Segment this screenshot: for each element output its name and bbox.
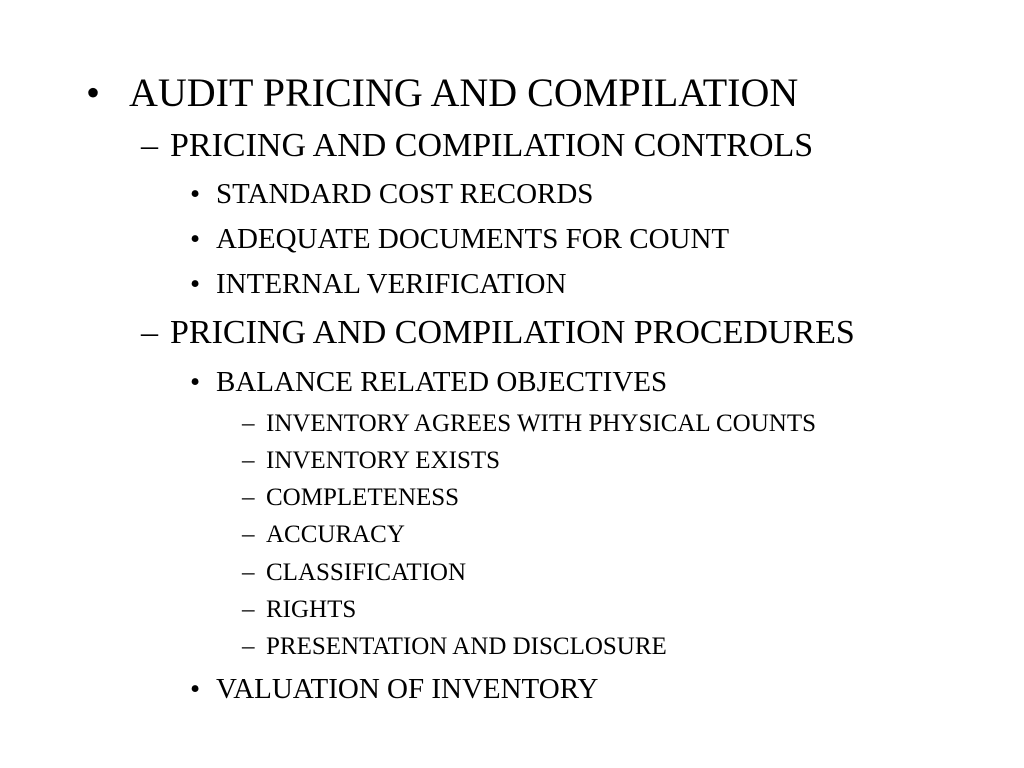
section-controls-title: PRICING AND COMPILATION CONTROLS <box>170 127 814 164</box>
sub-item-presentation-disclosure: PRESENTATION AND DISCLOSURE <box>266 633 667 660</box>
list-item-adequate-documents: ADEQUATE DOCUMENTS FOR COUNT <box>216 223 730 255</box>
list-item-bullet: • <box>190 366 201 398</box>
section-procedures-dash <box>141 316 158 350</box>
dash-marker: – <box>141 127 158 164</box>
sub-item-accuracy: ACCURACY <box>266 521 405 548</box>
sub-item-dash: – <box>242 633 255 660</box>
list-item-valuation-of-inventory: VALUATION OF INVENTORY <box>216 673 599 705</box>
list-item-standard-cost-records: STANDARD COST RECORDS <box>216 178 594 210</box>
list-item-internal-verification: INTERNAL VERIFICATION <box>216 268 567 300</box>
list-item-bullet: • <box>190 673 201 705</box>
sub-item-inventory-agrees: INVENTORY AGREES WITH PHYSICAL COUNTS <box>266 410 817 437</box>
heading-bullet: • <box>86 70 101 115</box>
sub-item-dash: – <box>242 559 255 586</box>
dash-marker: – <box>141 314 158 351</box>
sub-item-dash: – <box>242 521 255 548</box>
list-item-bullet: • <box>190 178 201 210</box>
sub-item-dash: – <box>242 596 255 623</box>
heading-text: AUDIT PRICING AND COMPILATION <box>129 70 799 115</box>
sub-item-dash: – <box>242 447 255 474</box>
sub-item-rights: RIGHTS <box>266 596 357 623</box>
section-procedures-title: PRICING AND COMPILATION PROCEDURES <box>170 314 855 351</box>
sub-item-inventory-exists: INVENTORY EXISTS <box>266 447 501 474</box>
section-controls-dash <box>141 129 158 163</box>
sub-item-dash: – <box>242 484 255 511</box>
sub-item-classification: CLASSIFICATION <box>266 559 467 586</box>
sub-item-dash: – <box>242 410 255 437</box>
list-item-bullet: • <box>190 223 201 255</box>
sub-item-completeness: COMPLETENESS <box>266 484 460 511</box>
list-item-bullet: • <box>190 268 201 300</box>
list-item-balance-related-objectives: BALANCE RELATED OBJECTIVES <box>216 366 668 398</box>
